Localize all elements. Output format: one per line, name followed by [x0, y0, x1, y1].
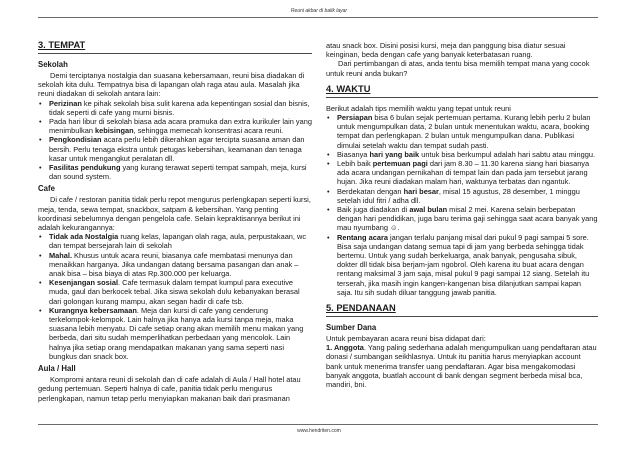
item-text: bisa 6 bulan sejak pertemuan pertama. Kurang lebih perlu 2 bulan untuk mengumpulkan data, 2 bulan untuk menentukan waktu, acara, booking tempat dan perlengkapan. 2 bulan untuk mengumpulkan dana. Publikasi dimulai setelah waktu dan tempat sudah pasti. — [337, 113, 591, 150]
item-text: Lebih baik — [337, 159, 373, 169]
section-title-pendanaan: 5. PENDANAAN — [326, 303, 598, 317]
sekolah-intro: Demi terciptanya nostalgia dan suasana kebersamaan, reuni bisa diadakan di sekolah kita dulu. Tempatnya bisa di lapangan olah raga atau aula. Masalah jika reuni diadakan di sekolah antara lain: — [38, 71, 305, 99]
footer-divider — [38, 424, 598, 425]
item-text: . Meja dan kursi di cafe yang cenderung terkelompok-kelompok. Lain halnya jika hanya ada kursi tanpa meja, maka suasana lebih menyatu. Di cafe setiap orang akan memilih menu makan yang berbeda, dari situ sudah memperlihatkan perbedaan yang mencolok. Lain halnya jika setiap orang mendapatkan makanan yang sama seperti nasi bungkus dan snack box. — [49, 305, 304, 361]
item-text: , sehingga memecah konsentrasi acara reuni. — [133, 126, 284, 136]
item-text: ke pihak sekolah bisa sulit karena ada kepentingan sosial dan bisnis, tidak seperti di cafe yang murni bisnis. — [49, 98, 310, 117]
item-bold: hari yang baik — [369, 149, 420, 159]
list-item — [38, 163, 312, 181]
list-item — [326, 150, 598, 159]
item-text: Baik juga diadakan di — [337, 205, 410, 215]
item-bold: pertemuan pagi — [372, 159, 428, 169]
item-bold: Kurangnya kebersamaan — [49, 305, 137, 315]
sekolah-list — [38, 99, 312, 182]
section-title-waktu: 4. WAKTU — [326, 84, 598, 98]
aula-intro: Kompromi antara reuni di sekolah dan di cafe adalah di Aula / Hall hotel atau gedung pertemuan. Seperti halnya di cafe, panitia tidak perlu mengurus perlengkapan, namun tetap perlu menyiapkan makanan baik dari prasmanan — [38, 375, 301, 403]
item-text: . Cafe termasuk dalam tempat kumpul para executive muda, gaul dan berkocek tebal. Jika siswa sekolah dulu kebanyakan berasal dari golongan kurang mampu, akan segan hadir di cafe tsb. — [49, 278, 300, 306]
item-text: Pada hari libur di sekolah biasa ada acara pramuka dan extra kurikuler lain yang menimbulkan — [49, 117, 312, 136]
item-bold: Mahal. — [49, 250, 72, 260]
list-item — [326, 113, 598, 150]
item-text: , misal 15 agustus, 28 desember, 1 minggu setelah idul fitri / adha dll. — [337, 186, 580, 205]
item-text: Berdekatan dengan — [337, 186, 404, 196]
list-item — [38, 232, 312, 250]
item-text: dari jam 8.30 – 11.30 karena siang hari biasanya ada acara undangan pernikahan di tempat lain dan pada jam tersebut jarang hujan. Jika reuni diadakan malam hari, waktunya terbatas dan ngantuk. — [337, 159, 590, 187]
item-text: yang kurang terawat seperti tempat sampah, meja, kursi dan sound system. — [49, 163, 307, 182]
list-item — [326, 187, 598, 205]
list-item — [38, 99, 312, 117]
item-bold: Tidak ada Nostalgia — [49, 232, 119, 242]
list-item — [38, 117, 312, 135]
list-item — [326, 159, 598, 187]
section-title-tempat: 3. TEMPAT — [38, 40, 312, 54]
subsection-title-cafe: Cafe — [38, 184, 55, 194]
cafe-intro: Di cafe / restoran panitia tidak perlu repot mengurus perlengkapan seperti kursi, meja, tenda, sewa tempat, snackbox, satpam & kebersihan. Yang penting koordinasi sebelumnya dengan pengelola cafe. Selain kepraktisannya berikut ini adalah kekurangannya: — [38, 195, 311, 233]
right-column — [326, 41, 598, 389]
item-bold: kebisingan — [95, 126, 134, 136]
item-bold: Rentang acara — [337, 232, 388, 242]
list-item — [38, 135, 312, 163]
item-bold: awal bulan — [409, 205, 448, 215]
pendanaan-item — [326, 343, 598, 389]
item-text: acara perlu lebih dikerahkan agar tercipta suasana aman dan bersih. Perlu tenaga ekstra untuk petugas kebersihan, keamanan dan tenaga kasar untuk mengangkut peralatan dll. — [49, 135, 305, 163]
item-text: Khusus untuk acara reuni, biasanya cafe membatasi menunya dan menaikkan harganya. Jika undangan datang bersama pasangan dan anak – anak bisa – bisa biaya di atas Rp.300.000 per keluarga. — [49, 250, 299, 279]
list-item — [38, 306, 312, 361]
pendanaan-intro: Untuk pembayaran acara reuni bisa didapat dari: — [326, 334, 486, 344]
item-bold: Perizinan — [49, 98, 82, 108]
item-text: Biasanya — [337, 149, 370, 159]
item-text: misal 2 mei. Karena selain berbepatan dengan hari pendidikan, juga baru terima gaji sehingga saat acara banyak yang mau nyumbang ☺. — [337, 205, 598, 233]
list-item — [38, 251, 312, 279]
item-bold: Pengkondisian — [49, 135, 102, 145]
list-item — [38, 278, 312, 306]
cafe-list — [38, 232, 312, 361]
left-column — [38, 40, 312, 403]
item-text: jangan terlalu panjang misal dari pukul 9 pagi sampai 5 sore. Bisa saja undangan datang semua tapi di jam yang berbeda sehingga tidak bertemu. Untuk yang sudah berkeluarga, anak banyak, pengusaha sibuk, dokter dll tidak bisa berjam-jam ngobrol. Oleh karena itu buat acara dengan rentang maksimal 3 jam saja, misal pukul 9 pagi sampai 12 siang. Setelah itu terserah, jika masih ingin kangen-kangenan bisa dilanjutkan sampai kapan saja. Itu sih sudah diluar tanggung jawab panitia. — [337, 232, 590, 297]
waktu-intro: Berikut adalah tips memilih waktu yang tepat untuk reuni — [326, 103, 511, 113]
waktu-list — [326, 113, 598, 297]
subsection-title-sekolah: Sekolah — [38, 60, 68, 69]
item-text: ruang kelas, lapangan olah raga, aula, perpustakaan, wc dan tempat bersejarah lain di sekolah — [49, 232, 307, 251]
page-footer: www.hendriten.com — [297, 428, 341, 434]
item-bold: Persiapan — [337, 113, 373, 123]
list-item — [326, 233, 598, 297]
item-bold: hari besar — [403, 186, 439, 196]
item-text: untuk bisa berkumpul adalah hari sabtu atau minggu. — [419, 149, 596, 159]
item-bold: Fasilitas pendukung — [49, 163, 121, 173]
subsection-title-aula: Aula / Hall — [38, 364, 76, 374]
tempat-continuation: atau snack box. Disini posisi kursi, meja dan panggung bisa diatur sesuai keinginan, beda dengan cafe yang banyak keterbatasan ruang. — [326, 41, 566, 60]
subsection-title-sumber-dana: Sumber Dana — [326, 323, 377, 333]
item-text: . Yang paling sederhana adalah mengumpulkan uang pendaftaran atau donasi / sumbangan seikhlasnya. Untuk itu panitia harus menyiapkan account bank untuk menerima transfer uang pendaftaran. Agar bisa mengakomodasi banyak anggota, buatlah account di bank dengan segment berbeda misal bca, mandiri, bni. — [326, 343, 597, 390]
tempat-conclusion: Dari pertimbangan di atas, anda tentu bisa memilih tempat mana yang cocok untuk reuni anda bukan? — [326, 59, 590, 78]
item-bold: Kesenjangan sosial — [49, 278, 119, 288]
page-header: Reuni akbar di balik layar — [290, 8, 348, 14]
item-bold: 1. Anggota — [326, 343, 364, 353]
list-item — [326, 205, 598, 233]
header-divider — [38, 17, 598, 18]
